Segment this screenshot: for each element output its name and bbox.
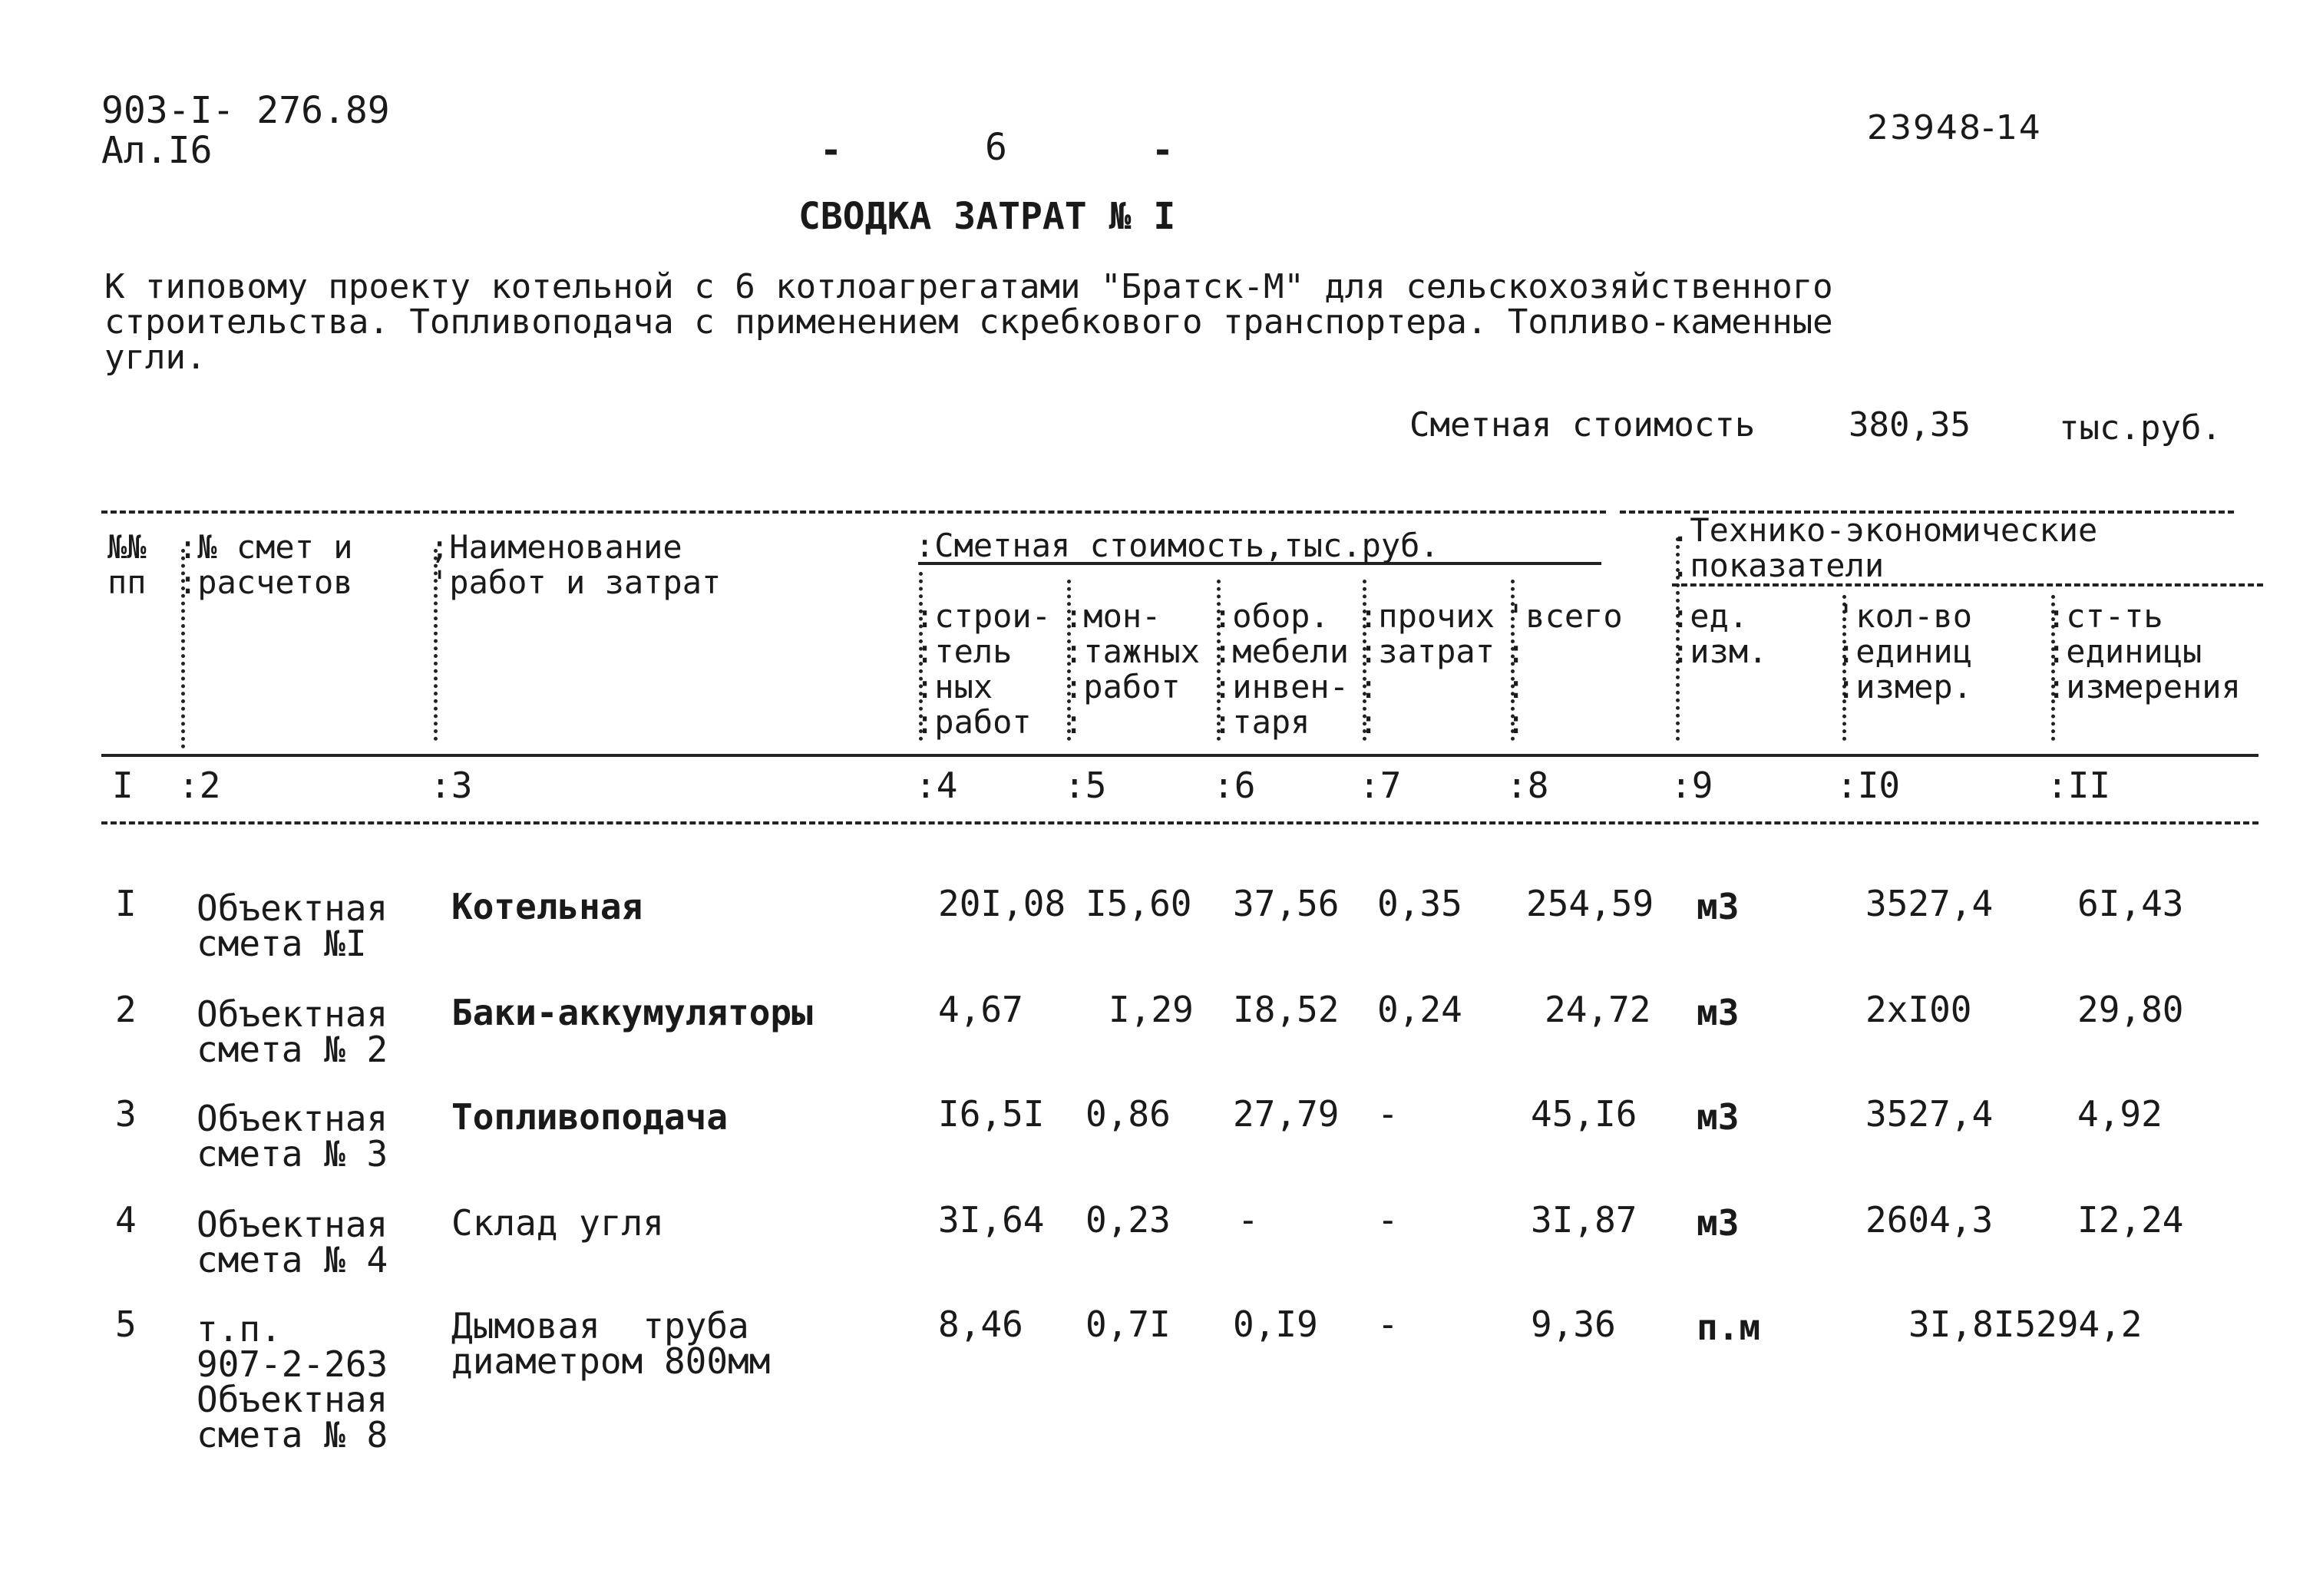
column-number: :3: [430, 765, 473, 806]
row-installation: 0,86: [1085, 1093, 1171, 1135]
description-line-2: строительства. Топливоподача с применением скребкового транспортера. Топливо-каменные: [104, 302, 1833, 342]
column-number: :I0: [1836, 765, 1901, 806]
header-work-name: ;Наименование 'работ и затрат: [430, 528, 722, 601]
header-installation-works: :мон- :тажных :работ :: [1064, 597, 1201, 741]
numbering-bottom-rule: [101, 821, 2258, 824]
row-other: -: [1377, 1304, 1399, 1345]
row-installation: 0,7I: [1085, 1304, 1171, 1345]
estimate-unit: тыс.руб.: [2059, 408, 2222, 448]
row-estimate: Объектная смета № 2: [197, 993, 388, 1070]
page-number: 6: [985, 126, 1007, 169]
table-top-rule: [101, 511, 1606, 514]
column-number: I: [112, 765, 134, 806]
row-other: -: [1377, 1093, 1399, 1135]
row-name: Топливоподача: [451, 1096, 729, 1138]
row-estimate: т.п. 907-2-263 Объектная смета № 8: [197, 1308, 388, 1456]
row-name: Склад угля: [451, 1202, 664, 1244]
header-other-costs: :прочих :затрат : :: [1359, 597, 1495, 741]
description-line-1: К типовому проекту котельной с 6 котлоагрегатами "Братск-М" для сельскохозяйственного: [104, 267, 1833, 306]
row-estimate: Объектная смета № 3: [197, 1098, 388, 1175]
document-code: 903-I- 276.89: [101, 89, 390, 132]
row-construction: 20I,08: [938, 883, 1066, 924]
row-total: 45,I6: [1531, 1093, 1637, 1135]
header-equipment: :обор. :мебели :инвен- :таря: [1213, 597, 1350, 741]
header-unit: :ед. :изм.: [1670, 597, 1768, 670]
row-unit-count: 3527,4: [1865, 1093, 1994, 1135]
row-unit-cost: 294,2: [2036, 1304, 2143, 1345]
row-name: Котельная: [451, 886, 643, 927]
row-construction: 8,46: [938, 1304, 1023, 1345]
row-unit-cost: I2,24: [2077, 1199, 2184, 1241]
row-unit-cost: 29,80: [2077, 989, 2184, 1030]
header-bottom-rule: [101, 754, 2258, 757]
page-dash-right: -: [1152, 129, 1174, 172]
row-other: 0,24: [1377, 989, 1462, 1030]
header-total: 'всего : : :: [1506, 597, 1623, 741]
row-estimate: Объектная смета № 4: [197, 1204, 388, 1280]
row-unit: м3: [1697, 886, 1740, 927]
row-number: I: [115, 883, 137, 924]
row-installation: I5,60: [1085, 883, 1192, 924]
description-line-3: угли.: [104, 338, 207, 377]
row-name: Баки-аккумуляторы: [451, 992, 813, 1033]
row-number: 2: [115, 989, 137, 1030]
column-number: :6: [1213, 765, 1256, 806]
row-equipment: 0,I9: [1233, 1304, 1318, 1345]
header-unit-cost: :ст-ть :единицы :измерения: [2047, 597, 2241, 705]
header-construction-works: :строи- :тель :ных :работ: [915, 597, 1052, 741]
row-name: Дымовая труба диаметром 800мм: [451, 1305, 771, 1382]
row-unit: м3: [1697, 1202, 1740, 1244]
sheet-number: Ал.I6: [101, 129, 213, 172]
archive-number: 23948-14: [1867, 108, 2042, 147]
row-other: -: [1377, 1199, 1399, 1241]
column-number: :5: [1064, 765, 1107, 806]
row-unit: м3: [1697, 992, 1740, 1033]
estimate-label: Сметная стоимость: [1409, 405, 1756, 444]
row-equipment: -: [1237, 1199, 1259, 1241]
row-number: 5: [115, 1304, 137, 1345]
row-equipment: 27,79: [1233, 1093, 1340, 1135]
row-number: 3: [115, 1093, 137, 1135]
row-unit-count: 3I,8I5: [1908, 1304, 2037, 1345]
row-total: 24,72: [1545, 989, 1651, 1030]
row-construction: 3I,64: [938, 1199, 1045, 1241]
row-unit-count: 3527,4: [1865, 883, 1994, 924]
header-unit-count: 'кол-во :единиц :измер.: [1836, 597, 1973, 705]
row-estimate: Объектная смета №I: [197, 887, 388, 964]
row-unit-count: 2604,3: [1865, 1199, 1994, 1241]
header-estimate-number: :№ смет и :расчетов: [178, 528, 353, 601]
column-number: :II: [2047, 765, 2111, 806]
header-cost-group: :Сметная стоимость,тыс.руб.: [915, 527, 1439, 564]
header-tech-group: .Технико-экономические .показатели: [1670, 511, 2098, 584]
column-number: :4: [915, 765, 958, 806]
row-installation: I,29: [1109, 989, 1194, 1030]
row-equipment: 37,56: [1233, 883, 1340, 924]
row-total: 254,59: [1526, 883, 1654, 924]
column-number: :9: [1670, 765, 1713, 806]
estimate-value: 380,35: [1849, 405, 1971, 444]
page-dash-left: -: [820, 129, 842, 172]
page-title: СВОДКА ЗАТРАТ № I: [798, 195, 1176, 238]
row-construction: 4,67: [938, 989, 1023, 1030]
row-number: 4: [115, 1199, 137, 1241]
column-number: :7: [1359, 765, 1402, 806]
row-unit: п.м: [1697, 1307, 1761, 1348]
row-unit-cost: 6I,43: [2077, 883, 2184, 924]
row-total: 3I,87: [1531, 1199, 1637, 1241]
header-row-number: №№ пп: [107, 528, 147, 601]
column-number: :2: [178, 765, 221, 806]
row-unit-count: 2хI00: [1865, 989, 1972, 1030]
row-unit-cost: 4,92: [2077, 1093, 2163, 1135]
column-number: :8: [1506, 765, 1549, 806]
row-construction: I6,5I: [938, 1093, 1045, 1135]
row-equipment: I8,52: [1233, 989, 1340, 1030]
row-total: 9,36: [1531, 1304, 1616, 1345]
row-unit: м3: [1697, 1096, 1740, 1138]
row-installation: 0,23: [1085, 1199, 1171, 1241]
row-other: 0,35: [1377, 883, 1462, 924]
